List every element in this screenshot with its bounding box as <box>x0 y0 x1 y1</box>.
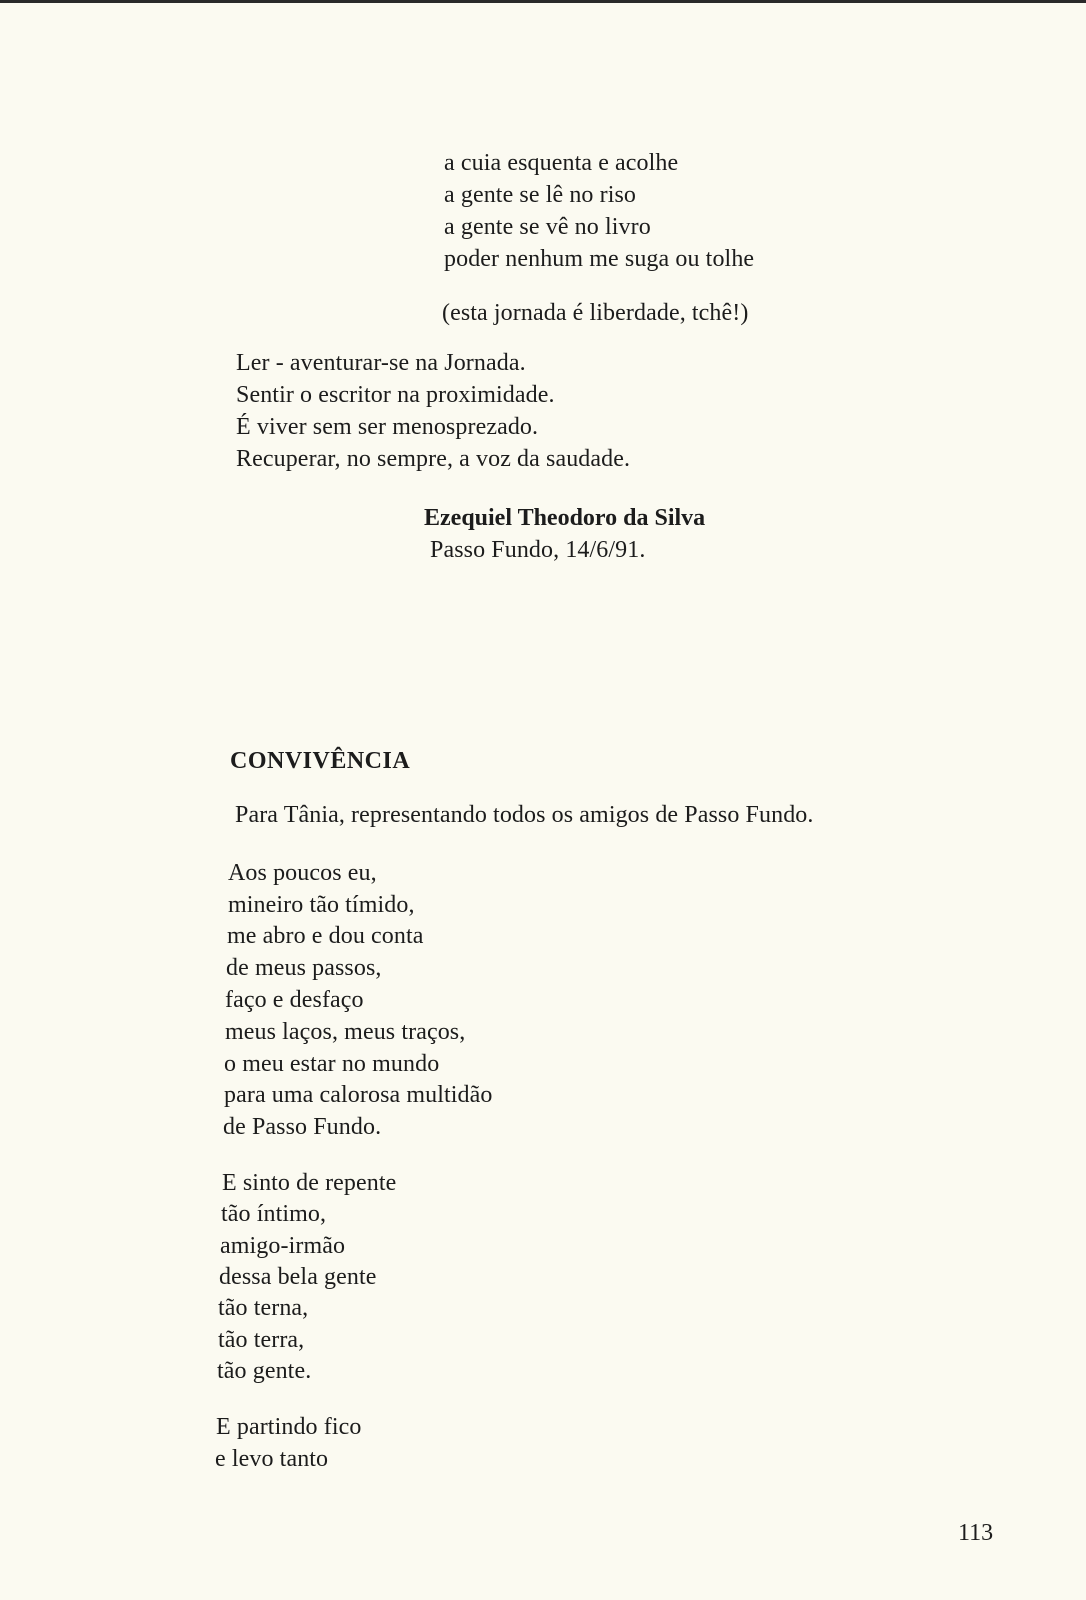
poem-title: CONVIVÊNCIA <box>230 748 411 774</box>
verse-line: Sentir o escritor na proximidade. <box>236 382 555 408</box>
verse-line: tão gente. <box>217 1358 312 1384</box>
verse-line: E partindo fico <box>216 1414 362 1440</box>
verse-line: a gente se vê no livro <box>444 214 651 240</box>
dedication: Para Tânia, representando todos os amigos de Passo Fundo. <box>235 802 814 828</box>
verse-line: E sinto de repente <box>222 1170 397 1196</box>
top-border-rule <box>0 0 1086 3</box>
verse-line: É viver sem ser menosprezado. <box>236 414 539 440</box>
page-number: 113 <box>958 1520 994 1546</box>
verse-line: meus laços, meus traços, <box>225 1019 466 1045</box>
verse-line: poder nenhum me suga ou tolhe <box>444 246 755 272</box>
verse-line: de meus passos, <box>226 955 382 981</box>
verse-line: mineiro tão tímido, <box>228 892 415 918</box>
verse-line: me abro e dou conta <box>227 923 424 949</box>
verse-line: dessa bela gente <box>219 1264 377 1290</box>
verse-line: a cuia esquenta e acolhe <box>444 150 679 176</box>
verse-line: de Passo Fundo. <box>223 1114 382 1140</box>
refrain-line: (esta jornada é liberdade, tchê!) <box>442 300 749 326</box>
verse-line: e levo tanto <box>215 1446 329 1472</box>
verse-line: o meu estar no mundo <box>224 1051 440 1077</box>
verse-line: tão terra, <box>218 1327 305 1353</box>
verse-line: Aos poucos eu, <box>228 860 377 886</box>
verse-line: a gente se lê no riso <box>444 182 637 208</box>
place-date: Passo Fundo, 14/6/91. <box>430 537 646 563</box>
verse-line: tão terna, <box>218 1295 309 1321</box>
verse-line: para uma calorosa multidão <box>224 1082 493 1108</box>
verse-line: faço e desfaço <box>225 987 364 1013</box>
verse-line: tão íntimo, <box>221 1201 327 1227</box>
verse-line: Ler - aventurar-se na Jornada. <box>236 350 526 376</box>
verse-line: Recuperar, no sempre, a voz da saudade. <box>236 446 631 472</box>
author-name: Ezequiel Theodoro da Silva <box>424 505 706 531</box>
verse-line: amigo-irmão <box>220 1233 346 1259</box>
